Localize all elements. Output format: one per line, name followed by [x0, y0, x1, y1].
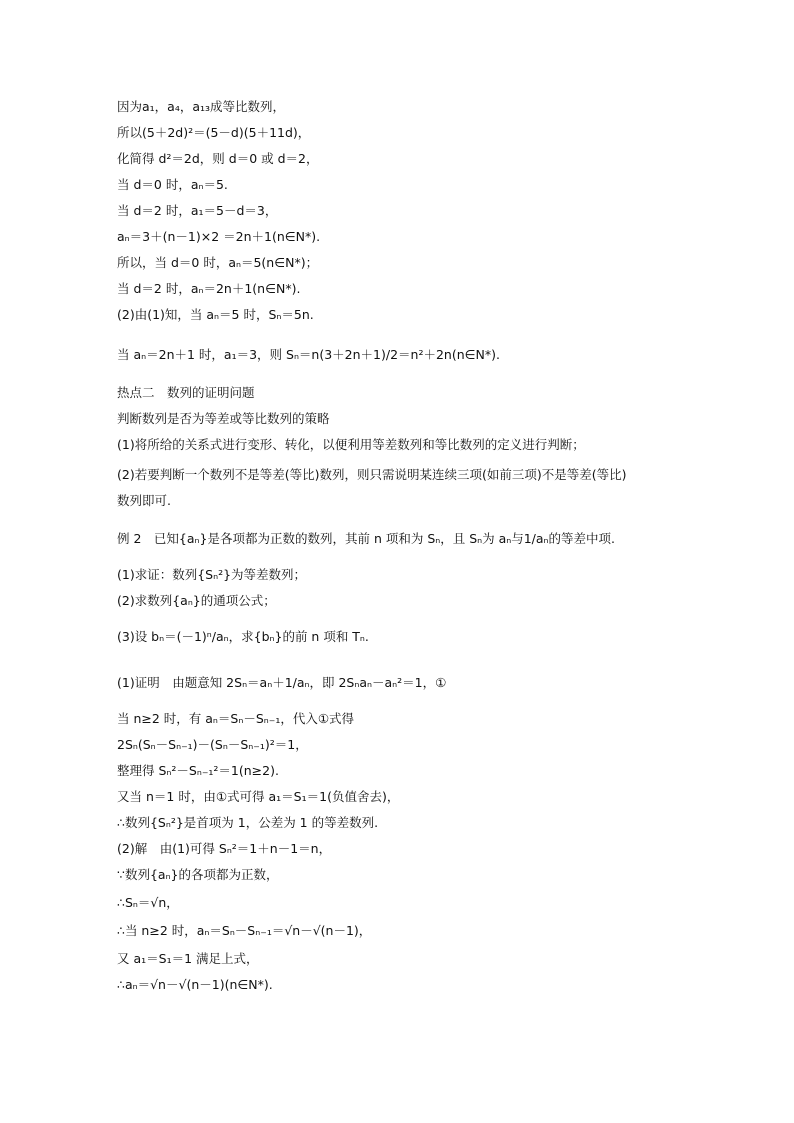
example-title: 例 2 已知{aₙ}是各项都为正数的数列，其前 n 项和为 Sₙ，且 Sₙ为 aₙ与1/aₙ的等差中项.	[117, 531, 616, 546]
text-line-fraction: 当 aₙ＝2n＋1 时，a₁＝3，则 Sₙ＝n(3＋2n＋1)/2＝n²＋2n(n∈N*).	[117, 347, 500, 362]
text-line: (1)求证：数列{Sₙ²}为等差数列；	[117, 567, 307, 582]
text-line-fraction: (3)设 bₙ＝(－1)ⁿ/aₙ，求{bₙ}的前 n 项和 Tₙ.	[117, 629, 369, 644]
text-line: 当 d＝0 时，aₙ＝5.	[117, 177, 228, 192]
text-line: ∴当 n≥2 时，aₙ＝Sₙ－Sₙ₋₁＝√n－√(n－1)，	[117, 923, 372, 938]
text-line: 化简得 d²＝2d，则 d＝0 或 d＝2，	[117, 151, 319, 166]
text-line: 整理得 Sₙ²－Sₙ₋₁²＝1(n≥2).	[117, 763, 279, 778]
text-line: (2)求数列{aₙ}的通项公式；	[117, 593, 276, 608]
text-line: ∴Sₙ＝√n，	[117, 895, 179, 910]
text-line: 所以，当 d＝0 时，aₙ＝5(n∈N*)；	[117, 255, 319, 270]
section-heading: 热点二 数列的证明问题	[117, 385, 255, 400]
text-line: ∴数列{Sₙ²}是首项为 1，公差为 1 的等差数列.	[117, 815, 379, 830]
text-line: 当 n≥2 时，有 aₙ＝Sₙ－Sₙ₋₁，代入①式得	[117, 711, 355, 726]
text-line: 所以(5＋2d)²＝(5－d)(5＋11d)，	[117, 125, 311, 140]
text-line: (1)将所给的关系式进行变形、转化，以便利用等差数列和等比数列的定义进行判断；	[117, 437, 585, 452]
text-line: 当 d＝2 时，a₁＝5－d＝3，	[117, 203, 278, 218]
text-line: aₙ＝3＋(n－1)×2 ＝2n＋1(n∈N*).	[117, 229, 321, 244]
text-line: 又 a₁＝S₁＝1 满足上式，	[117, 951, 259, 966]
text-line: (2)解 由(1)可得 Sₙ²＝1＋n－1＝n，	[117, 841, 332, 856]
text-line: 又当 n＝1 时，由①式可得 a₁＝S₁＝1(负值舍去)，	[117, 789, 400, 804]
text-line-fraction: (1)证明 由题意知 2Sₙ＝aₙ＋1/aₙ，即 2Sₙaₙ－aₙ²＝1，①	[117, 675, 447, 690]
text-line: 因为a₁，a₄，a₁₃成等比数列，	[117, 99, 286, 114]
text-line: (2)若要判断一个数列不是等差(等比)数列，则只需说明某连续三项(如前三项)不是等差(等比)	[117, 467, 627, 482]
text-line: (2)由(1)知，当 aₙ＝5 时，Sₙ＝5n.	[117, 307, 314, 322]
text-line: 判断数列是否为等差或等比数列的策略	[117, 411, 330, 426]
text-line: 数列即可.	[117, 493, 171, 508]
text-line: ∴aₙ＝√n－√(n－1)(n∈N*).	[117, 977, 273, 992]
text-line: 当 d＝2 时，aₙ＝2n＋1(n∈N*).	[117, 281, 301, 296]
text-line: ∵数列{aₙ}的各项都为正数，	[117, 867, 279, 882]
text-line: 2Sₙ(Sₙ－Sₙ₋₁)－(Sₙ－Sₙ₋₁)²＝1，	[117, 737, 308, 752]
